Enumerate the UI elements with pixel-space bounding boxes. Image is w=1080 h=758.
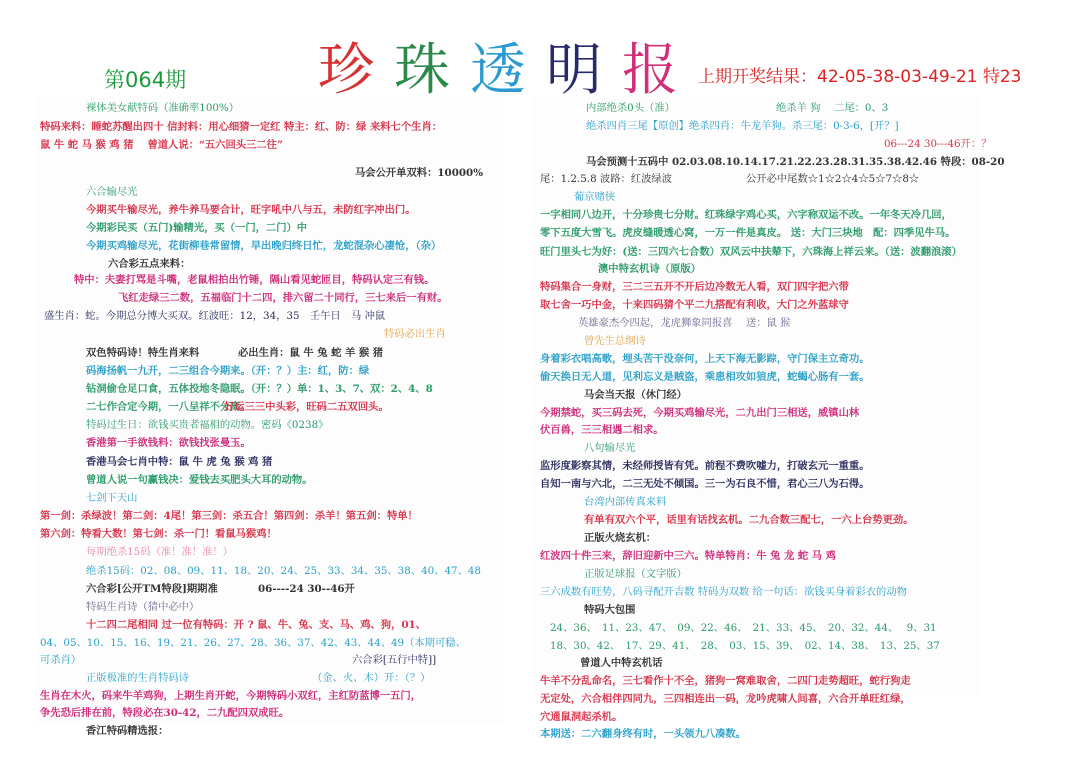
right-line-35: 穴通鼠洞起杀机。 [540, 711, 623, 723]
left-line-12: 盛生肖：蛇。今期总分博大买双。红波旺：12，34，35 壬午日 马 冲鼠 [44, 310, 386, 322]
right-line-22: 自知一南与六北，二三无处不倾国。三一为石良不惜，君心三八为石得。 [540, 478, 870, 490]
left-line-21: 曾道人说一句赢钱决：爱钱去买肥头大耳的动物。 [86, 474, 313, 486]
left-line-29: 十二四二尾相同 过一位有特码：开 ? 鼠、牛、兔、支、马、鸡、狗，01、 [86, 619, 427, 631]
right-line-31: 18、30、42、 17、29、41、 28、 03、15、39、 02、14、38、 13、25、37 [550, 640, 940, 652]
left-line-16: 钻洞偷仓足口食，五体投地冬隐眠。（开：？）单：1、3、7、双：2、4、8 [86, 383, 433, 395]
left-line-20: 香港马会七肖中特：鼠 牛 虎 兔 猴 鸡 猪 [86, 456, 273, 468]
right-line-14: 曾先生总纲诗 [584, 335, 646, 347]
right-line-34: 无定处，六合相伴四同九，三四相连出一码，龙吟虎啸人间喜，六合开单旺红绿， [540, 693, 911, 705]
left-line-09: 六合彩五点来料： [108, 258, 191, 270]
right-line-09: 旺门里头七为好：(送：三四六七合数）双风云中扶辇下，六珠海上祥云来。（送：波翻浪滚） [540, 246, 962, 258]
right-line-01a: 内部绝杀0头（准） [586, 102, 675, 114]
left-line-02: 特码来料：睡蛇苏醒出四十 信封料：用心细猜一定红 特主：红、防：绿 来料七个生肖： [40, 121, 443, 133]
left-line-31a: 可杀肖） [40, 654, 82, 666]
right-line-19: 伏百兽，三三相遇二相求。 [540, 424, 664, 436]
left-line-23: 第一剑：杀绿波！第二剑：4尾！第三剑：杀五合！第四剑：杀羊！第五剑：特单！ [40, 510, 418, 522]
right-line-17: 马会当天报（休门经） [584, 389, 687, 401]
right-line-10: 澳中特玄机诗（原版） [598, 263, 701, 275]
newspaper-title [318, 26, 698, 106]
title-char-2: 珠 [394, 38, 456, 103]
left-line-08: 今期买鸡输尽光，花街柳巷常留情，早出晚归终日忙，龙蛇混杂心凄怆，（杂） [86, 240, 442, 252]
left-line-03: 鼠 牛 蛇 马 猴 鸡 猪 曾道人说：“五六回头三二往” [40, 139, 283, 151]
left-line-32b: （金、火、木）开：（？） [312, 672, 431, 684]
right-line-03: 06---24 30---46开：？ [884, 138, 992, 150]
title-char-3: 透 [470, 38, 532, 103]
left-line-35: 香江特码精选报： [86, 725, 169, 737]
right-line-26: 红波四十件三来，辞旧迎新中三六。特单特肖：牛 兔 龙 蛇 马 鸡 [540, 550, 836, 562]
issue-number: 第064期 [104, 68, 187, 92]
left-line-32a: 正版极准的生肖特码诗 [86, 672, 189, 684]
right-line-36: 本期送：二六翻身终有时，一头领九八凑数。 [540, 728, 746, 740]
right-line-28: 三六成数有旺势，八码寻配开吉数 特码为双数 给一句话：欲钱买身着彩衣的动物 [540, 586, 907, 598]
left-line-27b: 06----24 30--46开 [258, 583, 355, 595]
left-line-26: 绝杀15码：02、08、09、11、18、20、24、25、33、34、35、38、40、47、48 [86, 565, 481, 577]
title-char-4: 明 [546, 38, 608, 103]
left-line-25: 每期绝杀15码（准！准！准！） [86, 546, 233, 558]
left-line-11: 飞红走绿三二数，五福临门十二四，排六留二十同行，三七来后一有财。 [118, 292, 448, 304]
right-line-24: 有单有双六个平，话里有话找玄机。二九合数三配七，一六上台势更劲。 [584, 514, 914, 526]
left-line-30: 04、05、10、15、16、19、21、26、27、28、36、37、42、43、44、49（本期可稳、 [40, 637, 466, 649]
left-line-24: 第六剑：特看大数！第七剑：杀一门！看鼠马猴鸡！ [40, 528, 277, 540]
left-line-22: 七剑下天山 [86, 492, 138, 504]
right-line-05b: 公开必中尾数☆1☆2☆4☆5☆7☆8☆ [746, 173, 920, 185]
right-line-20: 八句输尽光 [584, 442, 636, 454]
left-line-01: 裸体美女献特码（准确率100%） [86, 102, 239, 114]
right-line-06: 葡京赌侠 [574, 191, 616, 203]
right-line-18: 今期禁蛇，买三码去死，今期买鸡输尽光，二九出门三相送，威镇山林 [540, 407, 860, 419]
right-line-07: 一字相同八边开，十分珍贵七分财。红珠绿字鸡心买，六字称双运不改。一年冬天冷几回， [540, 209, 952, 221]
left-line-07: 今期彩民买（五门)输精光，买（一门，二门）中 [86, 222, 308, 234]
left-line-27a: 六合彩[公开TM特段]期期准 [86, 583, 218, 595]
left-line-17b: 好运三三中头彩，旺码二五双回头。 [224, 401, 389, 413]
right-line-30: 24、36、 11、23、47、 09、22、46、 21、33、45、 20、32、44、 9、31 [550, 622, 937, 634]
left-line-33: 生肖在木火，码来牛羊鸡狗，上期生肖开蛇，今期特码小双红，主红防蓝博一五门， [40, 690, 421, 702]
right-line-02: 绝杀四肖三尾【原创】绝杀四肖：牛龙羊狗。杀三尾：0-3-6，[开？] [586, 120, 899, 132]
left-line-28: 特码生肖诗（猜中必中） [86, 601, 200, 613]
right-line-29: 特码大包围 [584, 604, 636, 616]
right-line-01b: 绝杀羊 狗 二尾：0、3 [776, 102, 889, 114]
left-line-14a: 双色特码诗！特生肖来料 [86, 347, 200, 359]
right-line-12: 取七舍一巧中金，十来四码猜个平二九搭配有利收，大门之外蓝球守 [540, 299, 849, 311]
left-line-10: 特中：夫妻打骂是斗嘴，老鼠相拍出竹锤，隔山看见蛇匝目，特码认定三有钱。 [74, 274, 435, 286]
left-line-04: 马会公开单双料：10000% [355, 167, 483, 179]
left-line-13: 特码必出生肖 [384, 328, 446, 340]
right-line-27: 正版足球报（文字版） [584, 568, 687, 580]
left-line-17a: 二七作合定今期，一八呈祥不分离。 [86, 401, 251, 413]
left-line-06: 今期买牛输尽光，养牛养马要合计，旺字吼中八与五，未防红字冲出门。 [86, 204, 416, 216]
left-line-05: 六合输尽光 [86, 186, 138, 198]
right-line-23: 台湾内部传真来料 [584, 496, 667, 508]
last-draw-result: 上期开奖结果：42-05-38-03-49-21 特23 [698, 67, 1022, 87]
right-line-25: 正版火烧玄机： [584, 532, 657, 544]
right-line-21: 监形度影察其情，未经师授皆有凭。前程不费吹嘘力，打破玄元一重重。 [540, 460, 870, 472]
right-line-16: 偷天换日无人道，见利忘义是贼盗，乘患相攻如狼虎，蛇蝎心肠有一套。 [540, 371, 870, 383]
right-line-08: 零下五度大雪飞。虎皮缝暖透心窝，一万一件是真皮。 送：大门三块地 配：四季见牛马。 [540, 227, 956, 239]
right-line-04: 马会预测十五码中 02.03.08.10.14.17.21.22.23.28.31.35.38.42.46 特段：08-20 [586, 156, 1005, 168]
left-line-18: 特码过生日：欲钱买贵者福相的动物。密码《0238》 [86, 419, 329, 431]
left-line-14b: 必出生肖：鼠 牛 兔 蛇 羊 猴 猪 [238, 347, 384, 359]
left-line-19: 香港第一手欲钱料：欲钱找张曼玉。 [86, 437, 251, 449]
right-line-32: 曾道人中特玄机话 [580, 657, 663, 669]
right-line-13: 英雄豪杰今四起，龙虎狮象同报喜 送：鼠 猴 [578, 317, 791, 329]
title-char-1: 珍 [318, 38, 380, 103]
left-line-15: 码海扬帆一九开，二三组合今期来。（开：？）主：红，防：绿 [86, 365, 370, 377]
title-char-5: 报 [622, 38, 684, 103]
right-line-33: 牛羊不分乱命名，三七看作十不全，猪狗一窝难取舍，二四门走势超旺，蛇行狗走 [540, 675, 911, 687]
right-line-15: 身着彩衣唱高歌，埋头苦干没奈何，上天下海无影踪，守门保主立奇功。 [540, 353, 870, 365]
left-line-34: 争先恐后排在前，特段必在30-42，二九配四双成旺。 [40, 707, 290, 719]
right-line-05a: 尾：1.2.5.8 波路：红波绿波 [540, 173, 672, 185]
left-line-31b: 六合彩[五行中特]] [352, 654, 437, 666]
right-line-11: 特码集合一身财，三二三五开不开后边冷数无人看，双门四字把六带 [540, 281, 849, 293]
